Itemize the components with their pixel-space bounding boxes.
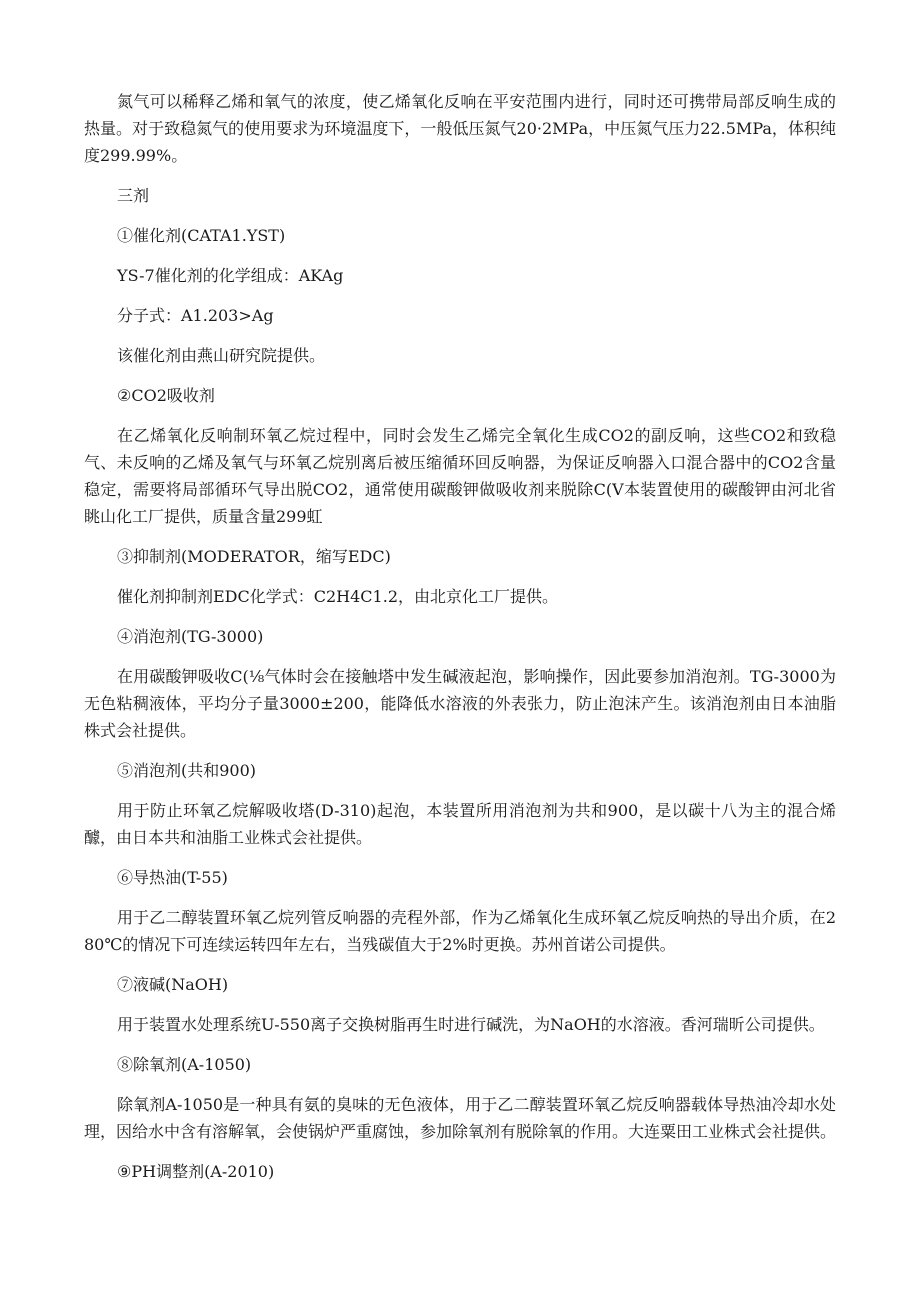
deoxidizer-paragraph: 除氧剂A-1050是一种具有氨的臭味的无色液体，用于乙二醇装置环氧乙烷反响器载体导热油冷却水处理，因给水中含有溶解氧，会使锅炉严重腐蚀，参加除氧剂有脱除氧的作用。大连粟田工业株式会社提供。 (84, 1095, 837, 1141)
section-heading-three-agents: 三剂 (117, 186, 150, 205)
catalyst-formula-line: 分子式：A1.203>Ag (117, 306, 274, 325)
nitrogen-paragraph: 氮气可以稀释乙烯和氧气的浓度，使乙烯氧化反响在平安范围内进行，同时还可携带局部反响生成的热量。对于致稳氮气的使用要求为环境温度下，一般低压氮气20·2MPa，中压氮气压力22.5MPa，体积纯度299.99%。 (84, 92, 836, 165)
heat-transfer-oil-paragraph: 用于乙二醇装置环氧乙烷列管反响器的壳程外部，作为乙烯氧化生成环氧乙烷反响热的导出介质，在280℃的情况下可连续运转四年左右，当残碳值大于2%时更换。苏州首诺公司提供。 (84, 908, 836, 954)
item-heading-heat-transfer-oil: ⑥导热油(T-55) (117, 868, 228, 887)
item-heading-defoamer-900: ⑤消泡剂(共和900) (117, 761, 257, 780)
inhibitor-formula-line: 催化剂抑制剂EDC化学式：C2H4C1.2，由北京化工厂提供。 (117, 587, 558, 606)
catalyst-composition-line: YS-7催化剂的化学组成：AKAg (117, 266, 344, 285)
co2-absorbent-paragraph: 在乙烯氧化反响制环氧乙烷过程中，同时会发生乙烯完全氧化生成CO2的副反响，这些CO2和致稳气、未反响的乙烯及氧气与环氧乙烷别离后被压缩循环回反响器，为保证反响器入口混合器中的CO2含量稳定，需要将局部循环气导出脱CO2，通常使用碳酸钾做吸收剂来脱除C(V本装置使用的碳酸钾由河北省眺山化工厂提供，质量含量299虹 (84, 426, 836, 526)
item-heading-catalyst: ①催化剂(CATA1.YST) (117, 226, 286, 245)
item-heading-co2-absorbent: ②CO2吸收剂 (117, 386, 215, 405)
item-heading-inhibitor: ③抑制剂(MODERATOR，缩写EDC) (117, 547, 391, 566)
defoamer-900-paragraph: 用于防止环氧乙烷解吸收塔(D-310)起泡，本装置所用消泡剂为共和900，是以碳十八为主的混合烯醵，由日本共和油脂工业株式会社提供。 (84, 801, 836, 847)
catalyst-supplier-line: 该催化剂由燕山研究院提供。 (117, 346, 326, 365)
item-heading-caustic-soda: ⑦液碱(NaOH) (117, 975, 229, 994)
item-heading-deoxidizer: ⑧除氧剂(A-1050) (117, 1055, 252, 1074)
document-body (84, 88, 836, 1185)
item-heading-ph-regulator: ⑨PH调整剂(A-2010) (117, 1162, 275, 1181)
caustic-soda-paragraph: 用于装置水处理系统U-550离子交换树脂再生时进行碱洗，为NaOH的水溶液。香河瑞昕公司提供。 (117, 1015, 825, 1034)
defoamer-tg3000-paragraph: 在用碳酸钾吸收C(⅛气体时会在接触塔中发生碱液起泡，影响操作，因此要参加消泡剂。TG-3000为无色粘稠液体，平均分子量3000±200，能降低水溶液的外表张力，防止泡沫产生。该消泡剂由日本油脂株式会社提供。 (84, 667, 836, 740)
item-heading-defoamer-tg3000: ④消泡剂(TG-3000) (117, 627, 264, 646)
